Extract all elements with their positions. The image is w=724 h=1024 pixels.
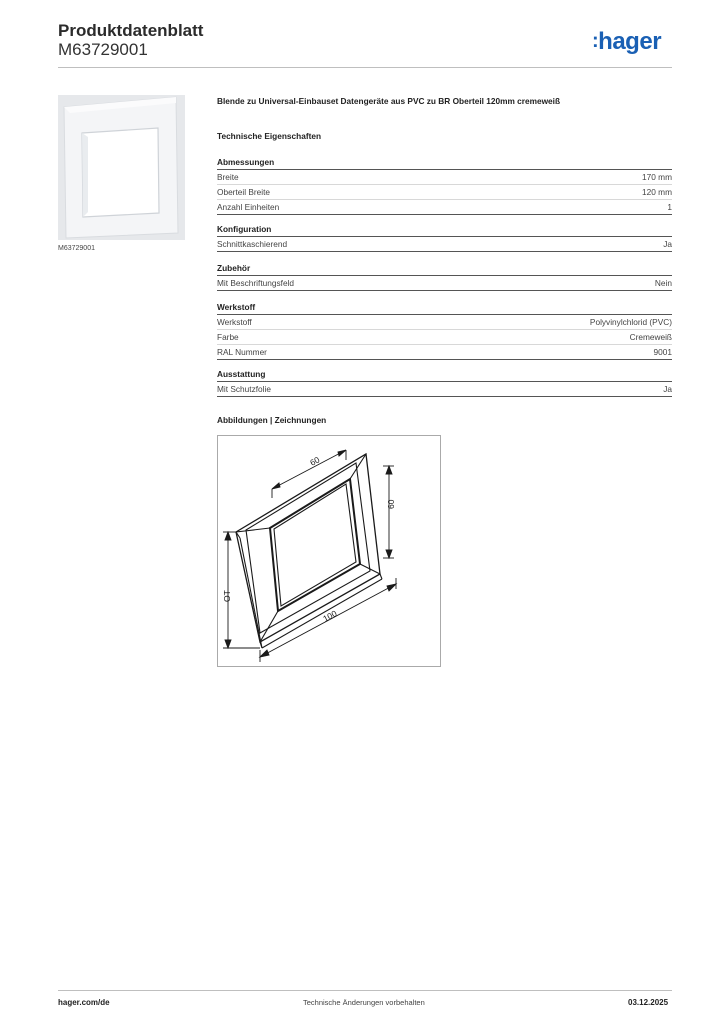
technical-drawing xyxy=(217,435,441,667)
row-value: Polyvinylchlorid (PVC) xyxy=(589,317,672,327)
row-label: Mit Beschriftungsfeld xyxy=(217,278,295,288)
row-label: Schnittkaschierend xyxy=(217,239,288,249)
footer-note: Technische Änderungen vorbehalten xyxy=(303,998,425,1007)
section-title: Zubehör xyxy=(217,262,672,276)
row-value: 120 mm xyxy=(642,187,672,197)
header-divider xyxy=(58,67,672,68)
product-description: Blende zu Universal-Einbauset Datengeräte aus PVC zu BR Oberteil 120mm cremeweiß xyxy=(217,96,561,106)
section-abmessungen xyxy=(217,156,672,215)
section-title: Abmessungen xyxy=(217,156,672,170)
row-label: RAL Nummer xyxy=(217,347,267,357)
product-image-caption: M63729001 xyxy=(58,245,95,252)
section-konfiguration xyxy=(217,223,672,252)
table-row xyxy=(217,330,672,345)
article-number: M63729001 xyxy=(58,40,148,59)
table-row xyxy=(217,382,672,397)
row-value: Nein xyxy=(654,278,672,288)
table-row xyxy=(217,345,672,360)
dim-left-label: OT xyxy=(222,590,232,602)
section-title: Konfiguration xyxy=(217,223,672,237)
row-value: Ja xyxy=(663,384,672,394)
table-row xyxy=(217,237,672,252)
section-title: Werkstoff xyxy=(217,301,672,315)
drawings-heading: Abbildungen | Zeichnungen xyxy=(217,415,327,425)
hager-logo: :hager xyxy=(592,28,662,55)
row-label: Werkstoff xyxy=(217,317,252,327)
row-value: 170 mm xyxy=(642,172,672,182)
footer-website: hager.com/de xyxy=(58,998,110,1007)
table-row xyxy=(217,200,672,215)
section-ausstattung xyxy=(217,368,672,397)
table-row xyxy=(217,185,672,200)
row-label: Oberteil Breite xyxy=(217,187,271,197)
row-value: Cremeweiß xyxy=(629,332,672,342)
row-label: Anzahl Einheiten xyxy=(217,202,280,212)
footer-date: 03.12.2025 xyxy=(628,998,669,1007)
dim-top-label: 60 xyxy=(308,454,322,468)
row-label: Farbe xyxy=(217,332,239,342)
technical-heading: Technische Eigenschaften xyxy=(217,131,322,141)
table-row xyxy=(217,315,672,330)
table-row xyxy=(217,170,672,185)
section-zubehoer xyxy=(217,262,672,291)
section-werkstoff xyxy=(217,301,672,360)
row-value: 1 xyxy=(667,202,672,212)
row-label: Mit Schutzfolie xyxy=(217,384,271,394)
page-title: Produktdatenblatt xyxy=(58,21,204,40)
product-image xyxy=(58,95,185,240)
row-value: Ja xyxy=(663,239,672,249)
dimension-drawing-icon xyxy=(218,436,440,666)
row-label: Breite xyxy=(217,172,239,182)
row-value: 9001 xyxy=(653,347,672,357)
logo-text: hager xyxy=(598,28,662,55)
dim-right-label: 60 xyxy=(386,499,396,509)
footer-divider xyxy=(58,990,672,991)
section-title: Ausstattung xyxy=(217,368,672,382)
frame-photo-icon xyxy=(58,95,185,240)
dim-bottom-label: 100 xyxy=(321,608,339,624)
table-row xyxy=(217,276,672,291)
